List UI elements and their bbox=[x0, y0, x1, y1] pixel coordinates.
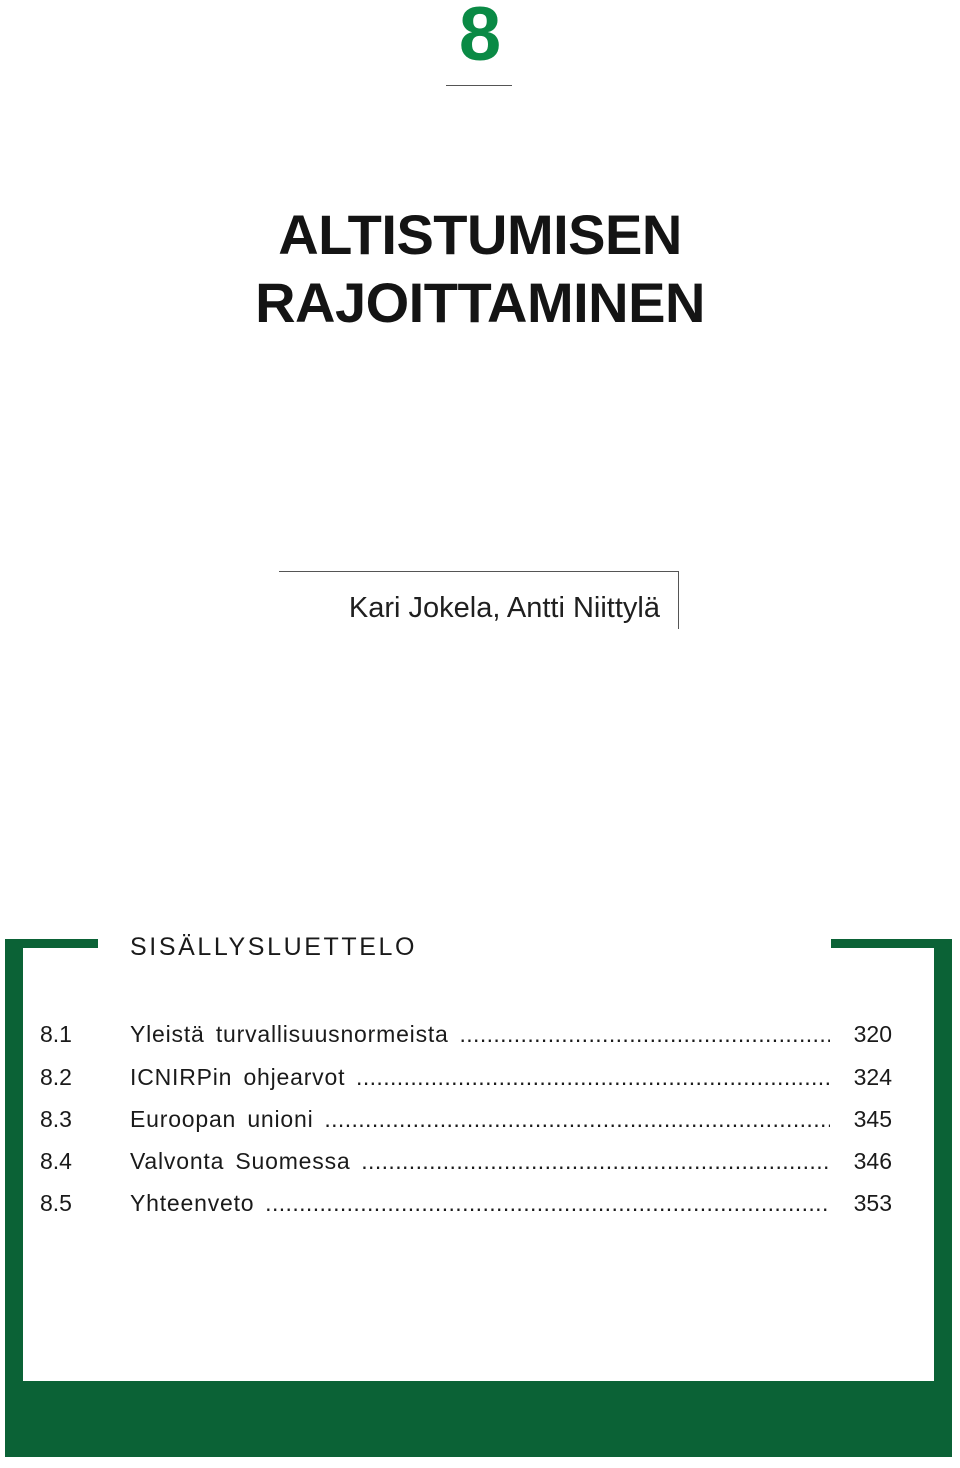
toc-entry-number: 8.5 bbox=[40, 1190, 72, 1216]
toc-entry-page: 320 bbox=[853, 1021, 892, 1047]
chapter-number-rule bbox=[446, 85, 512, 86]
toc-entry-number: 8.4 bbox=[40, 1148, 72, 1174]
authors: Kari Jokela, Antti Niittylä bbox=[348, 592, 660, 624]
toc-entry-title: ICNIRPin ohjearvot ..... bbox=[130, 1056, 830, 1098]
toc-frame-left bbox=[5, 939, 23, 1457]
chapter-number: 8 bbox=[458, 0, 502, 77]
toc-entry-title: Yleistä turvallisuusnormeista ..... bbox=[130, 1013, 830, 1055]
chapter-title-line-2: RAJOITTAMINEN bbox=[255, 271, 705, 334]
toc-entry-page: 353 bbox=[853, 1190, 892, 1216]
toc-entry[interactable] bbox=[40, 1056, 892, 1098]
toc-frame-top-left bbox=[5, 939, 98, 948]
toc-entry-number: 8.3 bbox=[40, 1106, 72, 1132]
author-box-side-rule bbox=[678, 571, 679, 629]
toc-entry-page: 346 bbox=[853, 1148, 892, 1174]
toc-entry[interactable] bbox=[40, 1013, 892, 1055]
toc-entry-page: 324 bbox=[853, 1064, 892, 1090]
toc-entry-title: Euroopan unioni ..... bbox=[130, 1098, 830, 1140]
toc-entry-number: 8.2 bbox=[40, 1064, 72, 1090]
toc-heading: SISÄLLYSLUETTELO bbox=[130, 933, 418, 961]
toc-entry[interactable] bbox=[40, 1182, 892, 1224]
toc-entry-title: Valvonta Suomessa ..... bbox=[130, 1140, 830, 1182]
toc-entry[interactable] bbox=[40, 1140, 892, 1182]
toc-entry[interactable] bbox=[40, 1098, 892, 1140]
author-box-top-rule bbox=[279, 571, 679, 572]
toc-frame-bottom bbox=[5, 1381, 952, 1457]
toc-entry-number: 8.1 bbox=[40, 1021, 72, 1047]
toc-entry-page: 345 bbox=[853, 1106, 892, 1132]
toc-entry-title: Yhteenveto ..... bbox=[130, 1182, 830, 1224]
chapter-title-line-1: ALTISTUMISEN bbox=[278, 203, 682, 266]
toc-frame-right bbox=[934, 939, 952, 1457]
